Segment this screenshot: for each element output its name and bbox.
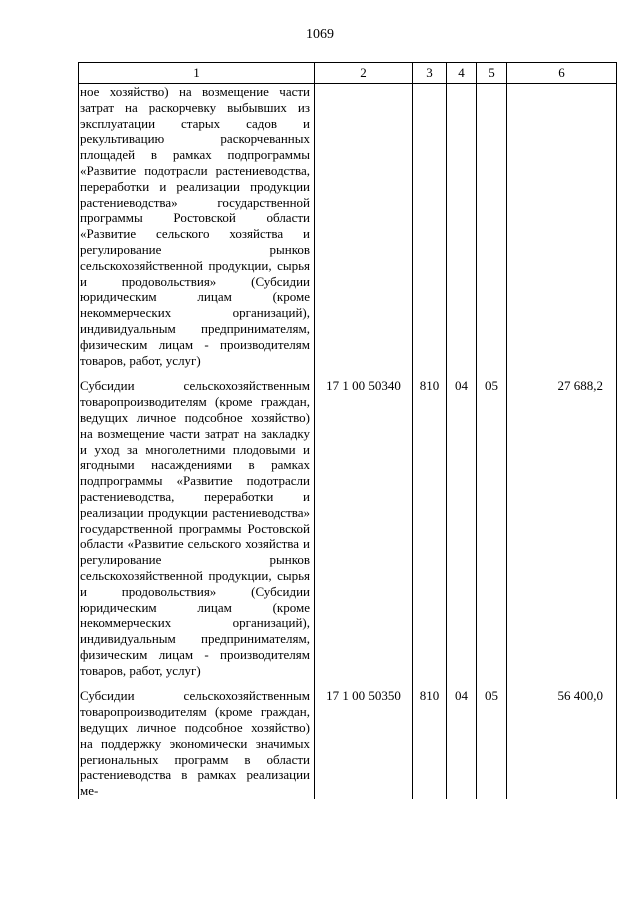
row-expense-type: 810 <box>413 688 447 799</box>
row-expense-type: 810 <box>413 378 447 678</box>
row-subsection <box>477 84 507 369</box>
row-subsection: 05 <box>477 688 507 799</box>
row-description: Субсидии сельскохозяйственным товаропроизводителям (кроме граждан, ведущих личное подсобное хозяйство) на возмещение части затрат на закладку и уход за многолетними плодовыми и ягодными насаждениями в рамках подпрограммы «Развитие подотрасли растениеводства, переработки и реализации продукции растениеводства» государственной программы Ростовской области «Развитие сельского хозяйства и регулирование рынков сельскохозяйственной продукции, сырья и продовольствия» (Субсидии юридическим лицам (кроме некоммерческих организаций), индивидуальным предпринимателям, физическим лицам - производителям товаров, работ, услуг) <box>79 378 315 678</box>
row-section: 04 <box>447 688 477 799</box>
column-header-2: 2 <box>315 63 413 84</box>
row-amount <box>507 84 617 369</box>
row-section: 04 <box>447 378 477 678</box>
row-spacer <box>79 368 617 378</box>
column-header-4: 4 <box>447 63 477 84</box>
table-row <box>79 688 617 799</box>
column-header-5: 5 <box>477 63 507 84</box>
table-row <box>79 378 617 678</box>
page-number: 1069 <box>306 27 334 42</box>
row-target-article: 17 1 00 50350 <box>315 688 413 799</box>
column-header-6: 6 <box>507 63 617 84</box>
row-subsection: 05 <box>477 378 507 678</box>
row-spacer <box>79 678 617 688</box>
row-target-article <box>315 84 413 369</box>
column-header-3: 3 <box>413 63 447 84</box>
row-amount: 56 400,0 <box>507 688 617 799</box>
budget-table <box>78 62 617 799</box>
column-number-row <box>79 63 617 84</box>
column-header-1: 1 <box>79 63 315 84</box>
row-section <box>447 84 477 369</box>
row-description: ное хозяйство) на возмещение части затрат на раскорчевку выбывших из эксплуатации старых садов и рекультивацию раскорчеванных площадей в рамках подпрограммы «Развитие подотрасли растениеводства, переработки и реализации продукции растениеводства» государственной программы Ростовской области «Развитие сельского хозяйства и регулирование рынков сельскохозяйственной продукции, сырья и продовольствия» (Субсидии юридическим лицам (кроме некоммерческих организаций), индивидуальным предпринимателям, физическим лицам - производителям товаров, работ, услуг) <box>79 84 315 369</box>
row-expense-type <box>413 84 447 369</box>
table-row <box>79 84 617 369</box>
row-target-article: 17 1 00 50340 <box>315 378 413 678</box>
row-description: Субсидии сельскохозяйственным товаропроизводителям (кроме граждан, ведущих личное подсобное хозяйство) на поддержку экономически значимых региональных программ в области растениеводства в рамках реализации ме- <box>79 688 315 799</box>
row-amount: 27 688,2 <box>507 378 617 678</box>
